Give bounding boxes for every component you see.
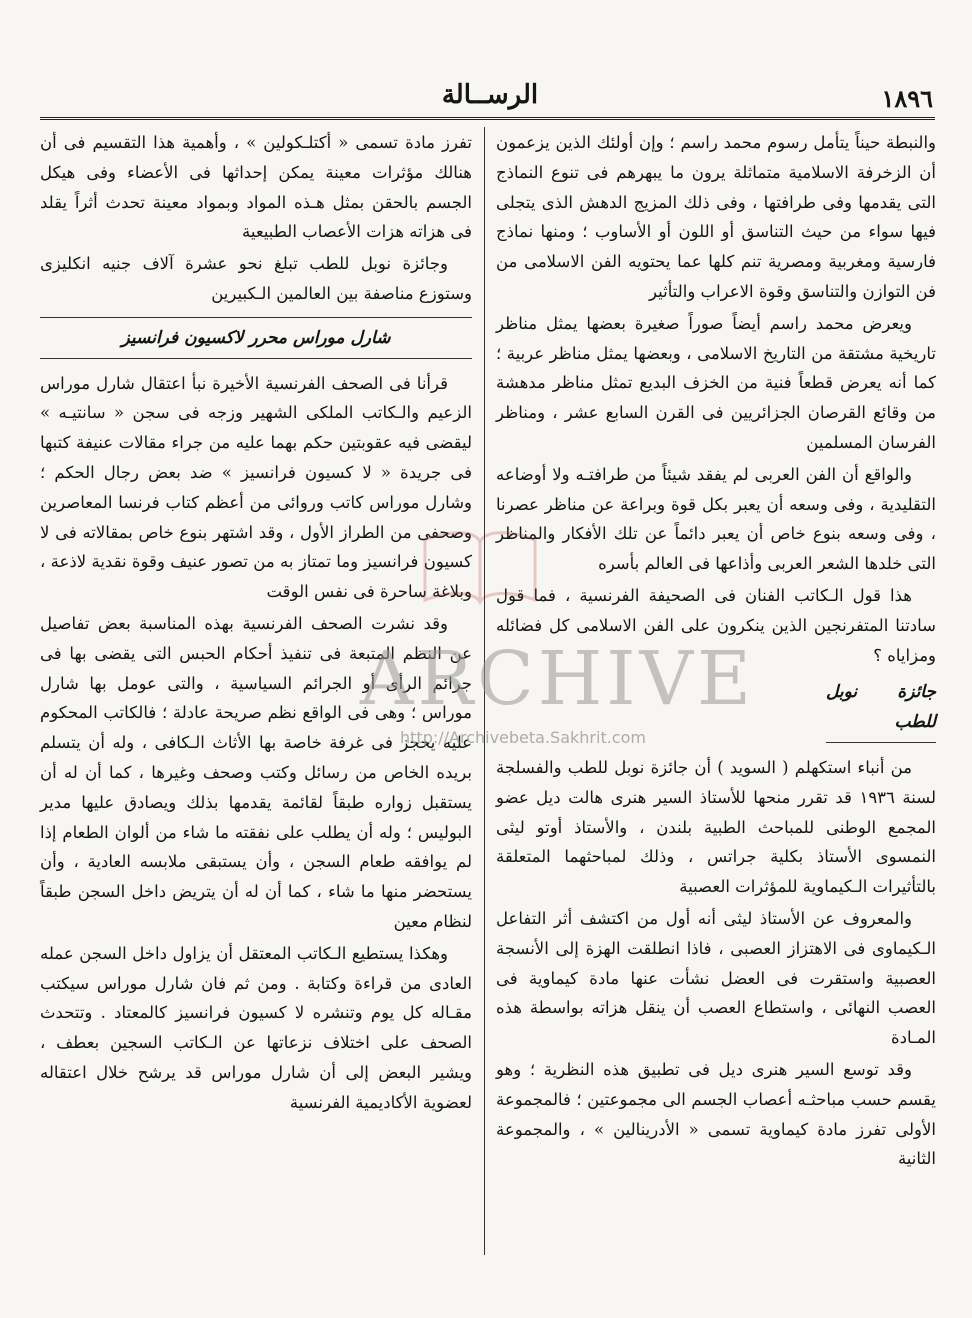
right-paragraph-2: ويعرض محمد راسم أيضاً صوراً صغيرة بعضها يمثل مناظر تاريخية مشتقة من التاريخ الاسلامى ، وبعضها يمثل مناظر عربية ؛ كما أنه يعرض قطعاً فنية من الخزف البديع تمثل مناظر مدهشة من وقائع القرصان الجزائريين فى القرن السابع عشر ، ومناظر الفرسان المسلمين bbox=[496, 313, 936, 452]
page-number: ١٨٩٦ bbox=[881, 84, 933, 113]
right-paragraph-1: والنبطة حيناً يتأمل رسوم محمد راسم ؛ وإن أولئك الذين يزعمون أن الزخرفة الاسلامية متماثلة يرون ما يبهرهم فى تنوع النماذج التى يقدمها وفى طرافتها ، وفى ذلك المزيج الدهش الذى يتجلى فيها سواء من حيث التناسق أو اللون أو الأساوب ؛ ومنها نماذج فارسية ومغربية ومصرية تنم كلها عما يحتويه الفن الاسلامى من فن التوازن والتناسق وقوة الاعراب والتأثير bbox=[496, 133, 936, 301]
journal-title: الرســالة bbox=[441, 80, 539, 110]
left-paragraph-4: وقد نشرت الصحف الفرنسية بهذه المناسبة بعض تفاصيل عن النظم المتبعة فى تنفيذ أحكام الحبس التى يقضى بها فى جرائم الرأى أو الجرائم السياسية ، والتى عومل بها شارل موراس ؛ وهى فى الواقع نظم صريحة عادلة ؛ فالكاتب المحكوم عليه يحجز فى غرفة خاصة بها الأثاث الـكافى ، وله أن يتسلم بريده الخاص من رسائل وكتب وصحف وغيرها ، كما أن له أن يستقبل زواره طبقاً لقائمة يقدمها بذلك ويصادق عليها مدير البوليس ؛ وله أن يطلب على نفقته ما شاء من ألوان الطعام إذا لم يوافقه طعام السجن ، وأن يستبقى ملابسه العادية ، وأن يستحضر منها ما شاء ، كما أن له أن يتريض داخل السجن طبقاً لنظام معين bbox=[40, 613, 472, 931]
watermark-text: ARCHIVE bbox=[360, 636, 756, 722]
section-heading-nobel: جائزة نوبل للطب bbox=[826, 678, 936, 743]
right-paragraph-3: والواقع أن الفن العربى لم يفقد شيئاً من طرافتـه ولا أوضاعه التقليدية ، وفى وسعه أن يعبر بكل قوة وبراعة عن مناظر عصرنا ، وفى وسعه بنوع خاص أن يعبر دائماً عن تلك الأفكار والمناظر التى خلدها الشعر العربى وأذاعها فى العالم بأسره bbox=[496, 464, 936, 574]
left-paragraph-5: وهكذا يستطيع الـكاتب المعتقل أن يزاول داخل السجن عمله العادى من قراءة وكتابة . ومن ثم فان شارل موراس سيكتب مقـاله كل يوم وتنشره لا كسيون فرانسيز كالمعتاد . وتتحدث الصحف على اختلاف نزعاتها عن الـكاتب السجين بعطف ، ويشير البعض إلى أن شارل موراس قد يرشح خلال اعتقاله لعضوية الأكاديمية الفرنسية bbox=[40, 943, 472, 1112]
right-paragraph-4: هذا قول الـكاتب الفنان فى الصحيفة الفرنسية ، فما قول سادتنا المتفرنجين الذين ينكرون على الفن الاسلامى كل فضائله ومزاياه ؟ bbox=[496, 585, 936, 665]
right-paragraph-5: من أنباء استكهلم ( السويد ) أن جائزة نوبل للطب والفسلجة لسنة ١٩٣٦ قد تقرر منحها للأستاذ السير هنرى هالت ديل عضو المجمع الوطنى للمباحث الطبية بلندن ، والأستاذ أوتو ليثى النمسوى الأستاذ بكلية جراتس ، وذلك لمباحثهما المتعلقة بالتأثيرات الـكيماوية للمؤثرات العصبية bbox=[496, 757, 936, 897]
section-heading-maurras: شارل موراس محرر لاكسيون فرانسيز bbox=[40, 317, 472, 359]
watermark-url: http://Archivebeta.Sakhrit.com bbox=[400, 728, 646, 747]
header-rule bbox=[40, 117, 935, 120]
right-paragraph-7: وقد توسع السير هنرى ديل فى تطبيق هذه النظرية ؛ وهو يقسم حسب مباحثـه أعصاب الجسم الى مجموعتين ؛ فالمجموعة الأولى تفرز مادة كيماوية تسمى « الأدرينالين » ، والمجموعة الثانية bbox=[496, 1059, 936, 1169]
right-paragraph-6: والمعروف عن الأستاذ ليثى أنه أول من اكتشف أثر التفاعل الـكيماوى فى الاهتزاز العصبى ، فاذا انطلقت الهزة إلى الأنسجة العصبية واستقرت فى العضل نشأت عنها مادة كيماوية فى العصب النهائى ، واستطاع العصب أن ينقل هزاته بواسطة هذه المـادة bbox=[496, 908, 936, 1048]
left-paragraph-1: تفرز مادة تسمى « أكتلـكولين » ، وأهمية هذا التقسيم فى أن هنالك مؤثرات معينة يمكن إحداثها فى الأعضاء وفى هيكل الجسم بالحقن بمثل هـذه المواد وبمواد معينة تحدث أثراً يقلد فى هزاته هزات الأعصاب الطبيعية bbox=[40, 133, 472, 242]
left-paragraph-3: قرأنا فى الصحف الفرنسية الأخيرة نبأ اعتقال شارل موراس الزعيم والـكاتب الملكى الشهير وزجه فى سجن « سانتيـه » ليقضى فيه عقوبتين حكم بهما عليه من جراء مقالات عنيفة كتبها فى جريدة « لا كسيون فرانسيز » ضد بعض رجال الحكم ؛ وشارل موراس كاتب وروائى من أعظم كتاب فرنسا المعاصرين وصحفى من الطراز الأول ، وقد اشتهر بنوع خاص بمقالاته فى لا كسيون فرانسيز وما تمتاز به من تصور عنيف وقوة نقدية لاذعة ، وبلاغة ساحرة فى نفس الوقت bbox=[40, 373, 472, 602]
left-paragraph-2: وجائزة نوبل للطب تبلغ نحو عشرة آلاف جنيه انكليزى وستوزع مناصفة بين العالمين الـكبيرين bbox=[40, 254, 472, 303]
left-column bbox=[40, 128, 472, 1120]
